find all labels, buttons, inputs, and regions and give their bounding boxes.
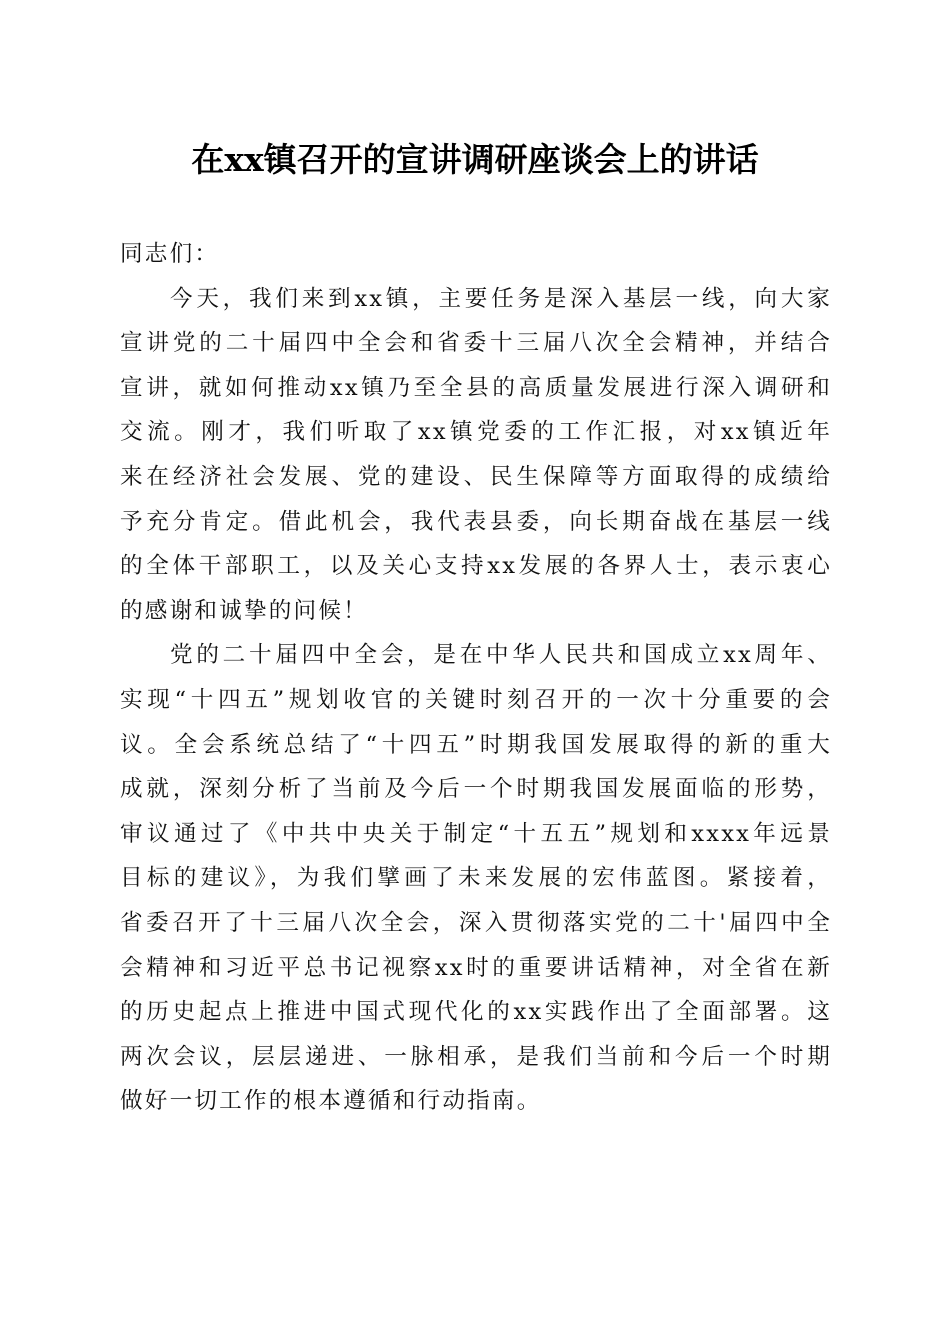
paragraph-line: 省委召开了十三届八次全会，深入贯彻落实党的二十'届四中全 xyxy=(120,909,832,936)
paragraph-line: 会精神和习近平总书记视察xx时的重要讲话精神，对全省在新 xyxy=(120,954,832,981)
paragraph-1 xyxy=(120,277,832,634)
document-title: 在xx镇召开的宣讲调研座谈会上的讲话 xyxy=(191,140,759,179)
salutation: 同志们： xyxy=(120,241,220,267)
paragraph-line: 议。全会系统总结了“十四五”时期我国发展取得的新的重大 xyxy=(120,731,832,758)
paragraph-line: 目标的建议》，为我们擘画了未来发展的宏伟蓝图。紧接着， xyxy=(120,865,832,892)
paragraph-line: 实现“十四五”规划收官的关键时刻召开的一次十分重要的会 xyxy=(120,686,832,713)
paragraph-line: 两次会议，层层递进、一脉相承，是我们当前和今后一个时期 xyxy=(120,1043,832,1070)
paragraph-2 xyxy=(120,633,832,1124)
paragraph-line: 宣讲，就如何推动xx镇乃至全县的高质量发展进行深入调研和 xyxy=(120,374,832,401)
paragraph-line: 交流。刚才，我们听取了xx镇党委的工作汇报，对xx镇近年 xyxy=(120,419,832,446)
paragraph-line: 的历史起点上推进中国式现代化的xx实践作出了全面部署。这 xyxy=(120,999,832,1026)
paragraph-line: 的全体干部职工，以及关心支持xx发展的各界人士，表示衷心 xyxy=(120,553,832,580)
paragraph-line: 党的二十届四中全会，是在中华人民共和国成立xx周年、 xyxy=(170,642,832,669)
paragraph-line: 的感谢和诚挚的问候！ xyxy=(120,597,368,624)
paragraph-line: 来在经济社会发展、党的建设、民生保障等方面取得的成绩给 xyxy=(120,463,832,490)
paragraph-line: 审议通过了《中共中央关于制定“十五五”规划和xxxx年远景 xyxy=(120,820,832,847)
paragraph-line: 做好一切工作的根本遵循和行动指南。 xyxy=(120,1088,542,1115)
paragraph-line: 成就，深刻分析了当前及今后一个时期我国发展面临的形势， xyxy=(120,776,832,803)
paragraph-line: 今天，我们来到xx镇，主要任务是深入基层一线，向大家 xyxy=(170,285,832,312)
paragraph-line: 宣讲党的二十届四中全会和省委十三届八次全会精神，并结合 xyxy=(120,330,832,357)
document-body xyxy=(120,232,832,1124)
paragraph-line: 予充分肯定。借此机会，我代表县委，向长期奋战在基层一线 xyxy=(120,508,832,535)
